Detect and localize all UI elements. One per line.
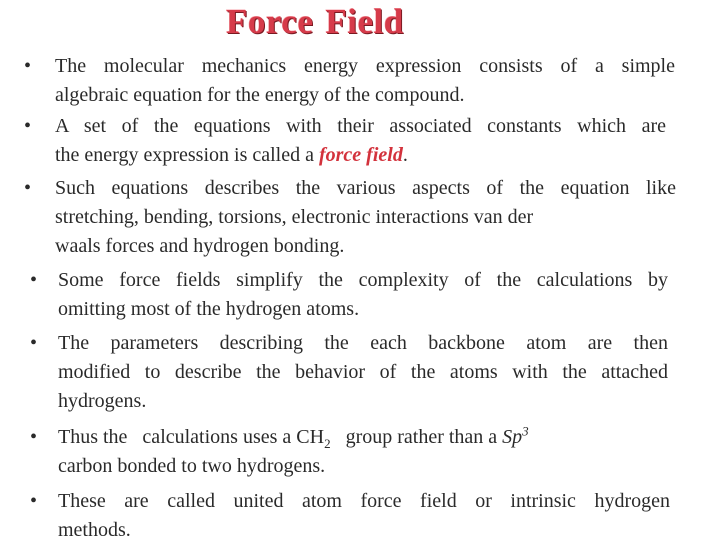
bullet-4-line-2: omitting most of the hydrogen atoms. xyxy=(58,298,360,320)
page-title xyxy=(226,2,404,42)
bullet-dot-5: • xyxy=(30,332,38,354)
sp-term: Sp xyxy=(502,426,523,448)
sp3-superscript: 3 xyxy=(522,423,529,439)
bullet-dot-4: • xyxy=(30,269,38,291)
bullet-5-line-1: The parameters describing the each backbone atom are then xyxy=(58,332,668,354)
bullet-1-line-1: The molecular mechanics energy expression consists of a simple xyxy=(55,55,675,77)
force-field-term: force field xyxy=(318,144,403,166)
bullet-5-line-3: hydrogens. xyxy=(58,390,147,412)
bullet-7-line-1: These are called united atom force field or intrinsic hydrogen xyxy=(58,490,670,512)
bullet-text-2 xyxy=(55,112,666,170)
bullet-text-3 xyxy=(55,174,676,261)
bullet-6-text-a: Thus the calculations uses a CH xyxy=(58,426,325,448)
bullet-dot-3: • xyxy=(24,177,32,199)
bullet-4-line-1: Some force fields simplify the complexity of the calculations by xyxy=(58,269,668,291)
bullet-2-period: . xyxy=(402,144,408,166)
bullet-dot-1: • xyxy=(24,55,32,77)
bullet-2-line-1: A set of the equations with their associated constants which are xyxy=(55,115,666,137)
ch2-subscript: 2 xyxy=(324,436,331,451)
title-word-field: Field xyxy=(325,2,404,41)
bullet-1-line-2: algebraic equation for the energy of the compound. xyxy=(55,84,465,106)
bullet-text-5 xyxy=(58,329,668,416)
bullet-3-line-2: stretching, bending, torsions, electronic interactions van der xyxy=(55,206,534,228)
bullet-3-line-1: Such equations describes the various aspects of the equation like xyxy=(55,177,676,199)
bullet-3-line-3: waals forces and hydrogen bonding. xyxy=(55,235,345,257)
bullet-text-4 xyxy=(58,266,668,324)
bullet-7-line-2: methods. xyxy=(58,519,131,541)
bullet-dot-2: • xyxy=(24,115,32,137)
bullet-6-line-2: carbon bonded to two hydrogens. xyxy=(58,455,326,477)
bullet-2-line-2-text: the energy expression is called a xyxy=(55,144,319,166)
bullet-dot-6: • xyxy=(30,426,38,448)
bullet-text-6 xyxy=(58,423,670,481)
bullet-5-line-2: modified to describe the behavior of the atoms with the attached xyxy=(58,361,668,383)
bullet-2-line-2 xyxy=(55,141,666,170)
bullet-text-7 xyxy=(58,487,670,545)
bullet-6-line-1 xyxy=(58,423,670,452)
bullet-text-1 xyxy=(55,52,675,110)
title-word-force: Force xyxy=(226,2,314,41)
bullet-dot-7: • xyxy=(30,490,38,512)
bullet-6-text-b: group rather than a xyxy=(330,426,503,448)
